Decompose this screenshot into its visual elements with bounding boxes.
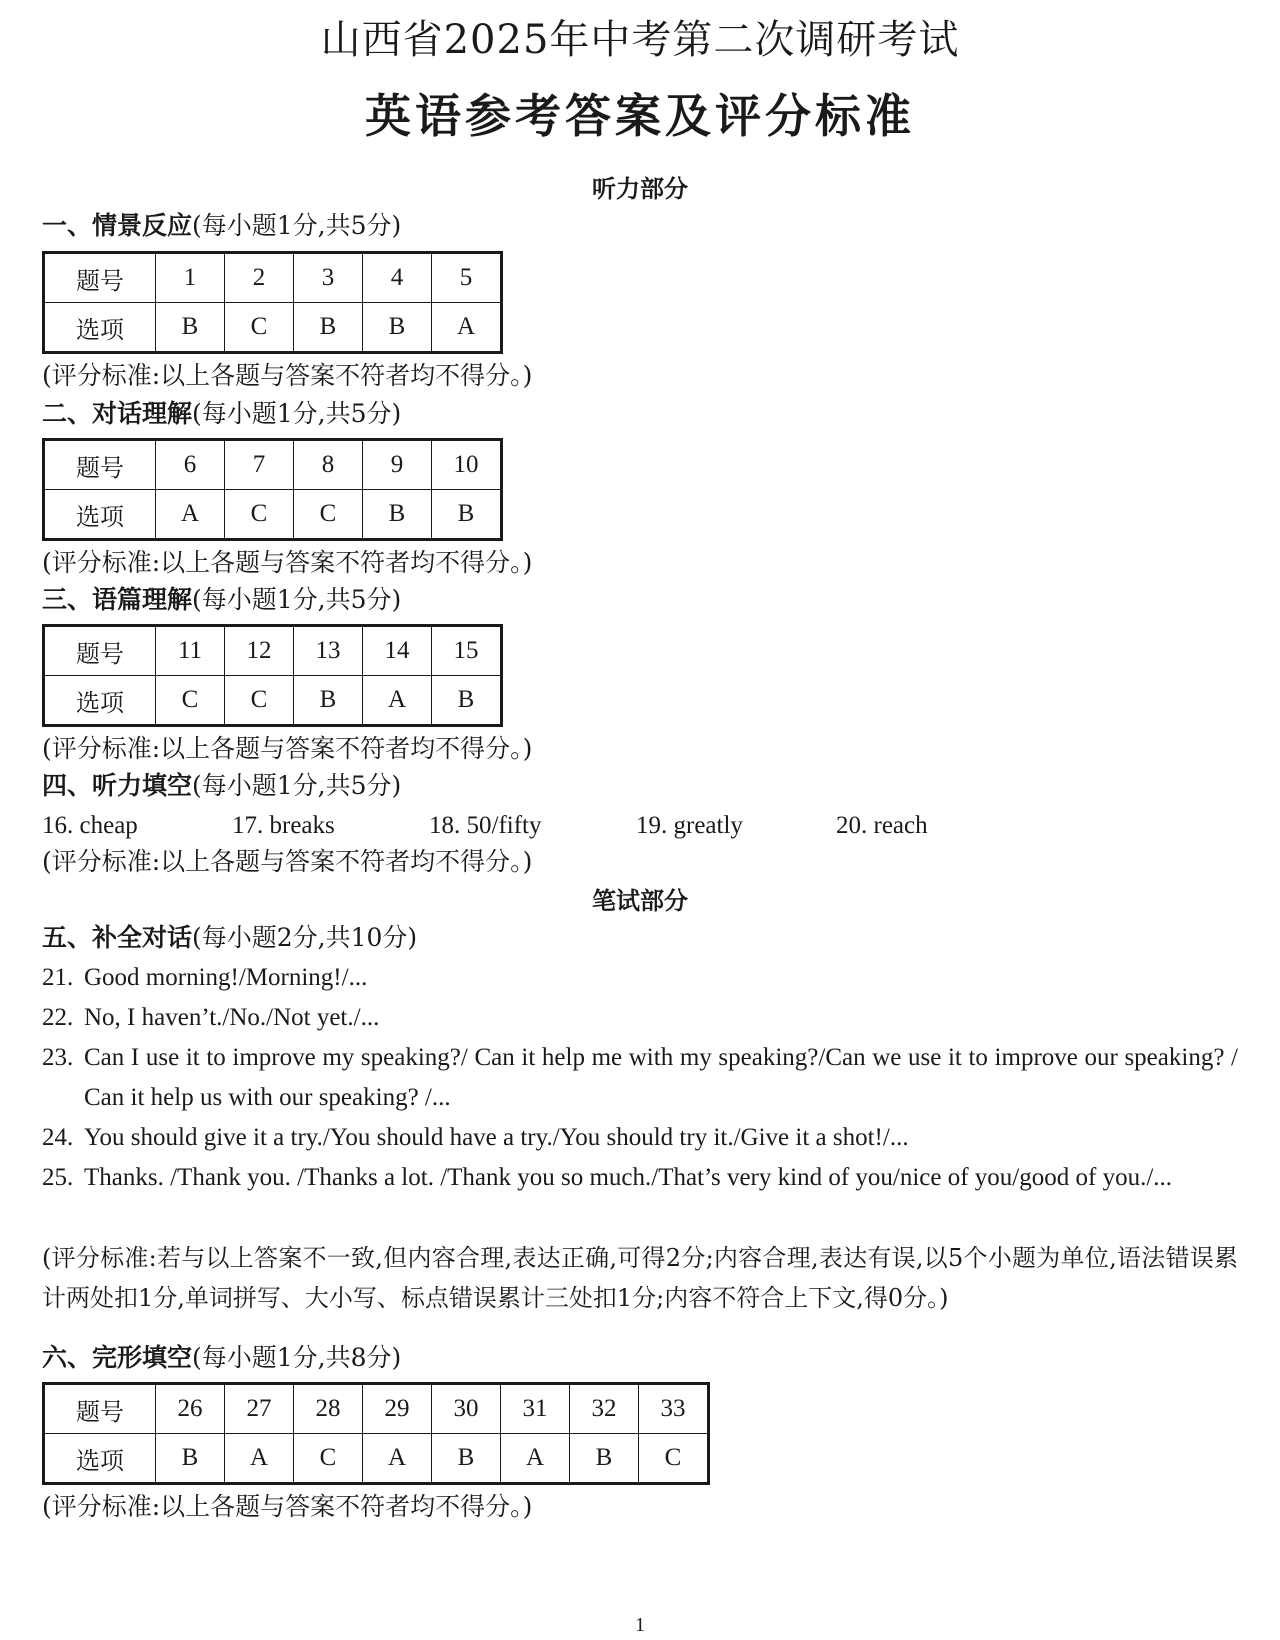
item-number: 21. <box>42 964 74 991</box>
writing-part-heading: 笔试部分 <box>592 886 688 915</box>
answer-cell: C <box>639 1434 709 1484</box>
answer-cell: C <box>156 676 225 726</box>
answer-cell: B <box>432 1434 501 1484</box>
section-3-heading <box>42 582 401 618</box>
dialogue-answer-item <box>42 958 1238 998</box>
answer-cell: B <box>570 1434 639 1484</box>
section-1-heading <box>42 208 401 244</box>
question-number: 28 <box>294 1384 363 1434</box>
table-row-answers <box>44 490 502 540</box>
answer-cell: A <box>432 303 502 353</box>
table-row-numbers <box>44 253 502 303</box>
item-number: 22. <box>42 1004 74 1031</box>
question-number: 32 <box>570 1384 639 1434</box>
row-label: 选项 <box>44 676 156 726</box>
question-number: 5 <box>432 253 502 303</box>
table-row-answers <box>44 676 502 726</box>
section-points: (每小题1分,共5分) <box>192 771 402 800</box>
row-label: 题号 <box>44 253 156 303</box>
page-number: 1 <box>635 1614 645 1636</box>
listening-part-heading: 听力部分 <box>592 174 688 203</box>
answer-cell: B <box>156 1434 225 1484</box>
section-points: (每小题1分,共8分) <box>192 1343 402 1372</box>
section-2-heading <box>42 396 401 432</box>
scoring-note-5: (评分标准:若与以上答案不一致,但内容合理,表达正确,可得2分;内容合理,表达有误,以5个小题为单位,语法错误累计两处扣1分,单词拼写、大小写、标点错误累计三处扣1分;内容不符合上下文,得0分。) <box>42 1244 1238 1312</box>
dialogue-answer-item <box>42 1038 1238 1118</box>
answer-cell: A <box>363 1434 432 1484</box>
question-number: 14 <box>363 626 432 676</box>
question-number: 15 <box>432 626 502 676</box>
answer-table-3 <box>42 624 503 727</box>
question-number: 6 <box>156 440 225 490</box>
item-number: 23. <box>42 1044 74 1071</box>
answer-cell: C <box>225 303 294 353</box>
row-label: 选项 <box>44 303 156 353</box>
item-number: 25. <box>42 1164 74 1191</box>
answer-cell: A <box>363 676 432 726</box>
row-label: 选项 <box>44 490 156 540</box>
section-6-heading <box>42 1340 401 1376</box>
section-points: (每小题1分,共5分) <box>192 399 402 428</box>
row-label: 题号 <box>44 626 156 676</box>
question-number: 33 <box>639 1384 709 1434</box>
table-row-numbers <box>44 626 502 676</box>
answer-cell: B <box>294 676 363 726</box>
section-title: 三、语篇理解 <box>42 585 193 614</box>
fill-answer: 16. cheap <box>42 812 138 839</box>
fill-answer: 19. greatly <box>636 812 743 839</box>
table-row-answers <box>44 303 502 353</box>
answer-cell: C <box>225 676 294 726</box>
question-number: 1 <box>156 253 225 303</box>
table-row-numbers <box>44 440 502 490</box>
section-points: (每小题1分,共5分) <box>192 585 402 614</box>
question-number: 4 <box>363 253 432 303</box>
page-subtitle: 英语参考答案及评分标准 <box>365 89 915 143</box>
answer-table-1 <box>42 251 503 354</box>
item-text: You should give it a try./You should have a try./You should try it./Give it a shot!/... <box>84 1124 909 1151</box>
item-text: No, I haven’t./No./Not yet./... <box>84 1004 380 1031</box>
dialogue-answer-item <box>42 998 1238 1038</box>
answer-cell: A <box>501 1434 570 1484</box>
question-number: 9 <box>363 440 432 490</box>
scoring-note-1: (评分标准:以上各题与答案不符者均不得分。) <box>42 361 533 390</box>
scoring-note-4: (评分标准:以上各题与答案不符者均不得分。) <box>42 847 533 876</box>
scoring-note-2: (评分标准:以上各题与答案不符者均不得分。) <box>42 548 533 577</box>
question-number: 26 <box>156 1384 225 1434</box>
question-number: 3 <box>294 253 363 303</box>
answer-cell: A <box>156 490 225 540</box>
dialogue-answer-item <box>42 1158 1238 1198</box>
answer-cell: B <box>156 303 225 353</box>
answer-cell: B <box>363 303 432 353</box>
answer-cell: A <box>225 1434 294 1484</box>
section-title: 二、对话理解 <box>42 399 193 428</box>
question-number: 7 <box>225 440 294 490</box>
scoring-note-6: (评分标准:以上各题与答案不符者均不得分。) <box>42 1492 533 1521</box>
section-points: (每小题2分,共10分) <box>192 923 418 952</box>
question-number: 11 <box>156 626 225 676</box>
page-title: 山西省2025年中考第二次调研考试 <box>320 17 960 63</box>
question-number: 2 <box>225 253 294 303</box>
item-text: Good morning!/Morning!/... <box>84 964 368 991</box>
row-label: 题号 <box>44 1384 156 1434</box>
item-number: 24. <box>42 1124 74 1151</box>
section-title: 一、情景反应 <box>42 211 193 240</box>
question-number: 31 <box>501 1384 570 1434</box>
question-number: 12 <box>225 626 294 676</box>
answer-cell: C <box>294 1434 363 1484</box>
section-title: 六、完形填空 <box>42 1343 193 1372</box>
row-label: 题号 <box>44 440 156 490</box>
fill-answer: 20. reach <box>836 812 928 839</box>
answer-table-6 <box>42 1382 710 1485</box>
table-row-numbers <box>44 1384 709 1434</box>
question-number: 8 <box>294 440 363 490</box>
answer-cell: B <box>432 490 502 540</box>
question-number: 27 <box>225 1384 294 1434</box>
question-number: 30 <box>432 1384 501 1434</box>
question-number: 13 <box>294 626 363 676</box>
answer-cell: B <box>363 490 432 540</box>
section-points: (每小题1分,共5分) <box>192 211 402 240</box>
section-title: 四、听力填空 <box>42 771 193 800</box>
answer-cell: C <box>294 490 363 540</box>
answer-cell: C <box>225 490 294 540</box>
scoring-note-3: (评分标准:以上各题与答案不符者均不得分。) <box>42 734 533 763</box>
section-4-heading <box>42 768 401 804</box>
section-5-heading <box>42 920 417 956</box>
table-row-answers <box>44 1434 709 1484</box>
fill-answer: 17. breaks <box>232 812 335 839</box>
answer-cell: B <box>294 303 363 353</box>
fill-answer: 18. 50/fifty <box>429 812 542 839</box>
question-number: 10 <box>432 440 502 490</box>
answer-table-2 <box>42 438 503 541</box>
item-text: Can I use it to improve my speaking?/ Can it help me with my speaking?/Can we use it to improve our speaking? / Can it help us with our speaking? /... <box>84 1044 1238 1111</box>
item-text: Thanks. /Thank you. /Thanks a lot. /Thank you so much./That’s very kind of you/nice of you/good of you./... <box>84 1164 1173 1191</box>
question-number: 29 <box>363 1384 432 1434</box>
row-label: 选项 <box>44 1434 156 1484</box>
dialogue-answer-item <box>42 1118 1238 1158</box>
section-title: 五、补全对话 <box>42 923 193 952</box>
fill-in-answers <box>42 808 1242 844</box>
answer-cell: B <box>432 676 502 726</box>
